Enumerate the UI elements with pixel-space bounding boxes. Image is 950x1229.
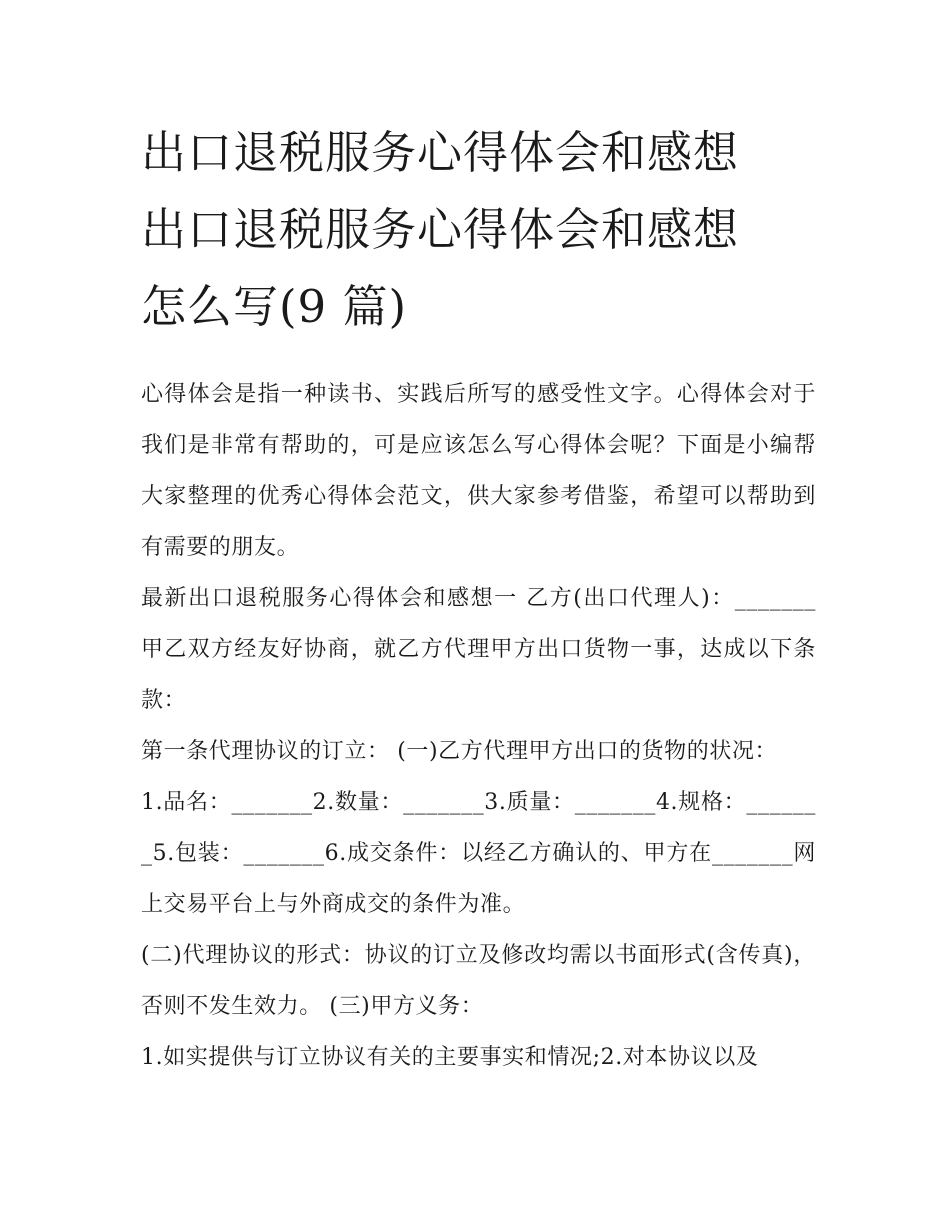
agreement-form-paragraph: (二)代理协议的形式：协议的订立及修改均需以书面形式(含传真)，否则不发生效力。 (三)甲方义务： bbox=[141, 943, 816, 1019]
agreement-opening-paragraph: 最新出口退税服务心得体会和感想一 乙方(出口代理人)：_______ 甲乙双方经友好协商，就乙方代理甲方出口货物一事，达成以下条款： bbox=[141, 586, 816, 713]
goods-details-paragraph: 1.品名：_______2.数量：_______3.质量：_______4.规格：_______5.包装：_______6.成交条件：以经乙方确认的、甲方在_______网上交易平台上与外商成交的条件为准。 bbox=[141, 790, 816, 917]
intro-paragraph: 心得体会是指一种读书、实践后所写的感受性文字。心得体会对于我们是非常有帮助的，可是应该怎么写心得体会呢？下面是小编帮大家整理的优秀心得体会范文，供大家参考借鉴，希望可以帮助到有需要的朋友。 bbox=[141, 382, 816, 560]
document-content bbox=[141, 114, 816, 1083]
document-title bbox=[141, 114, 816, 345]
title-line: 出口退税服务心得体会和感想 bbox=[141, 203, 740, 256]
title-line: 怎么写(9 篇) bbox=[141, 280, 408, 333]
document-body bbox=[141, 369, 816, 1083]
obligations-paragraph: 1.如实提供与订立协议有关的主要事实和情况;2.对本协议以及 bbox=[141, 1045, 759, 1070]
title-line: 出口退税服务心得体会和感想 bbox=[141, 126, 740, 179]
article-one-paragraph: 第一条代理协议的订立： (一)乙方代理甲方出口的货物的状况： bbox=[141, 739, 778, 764]
